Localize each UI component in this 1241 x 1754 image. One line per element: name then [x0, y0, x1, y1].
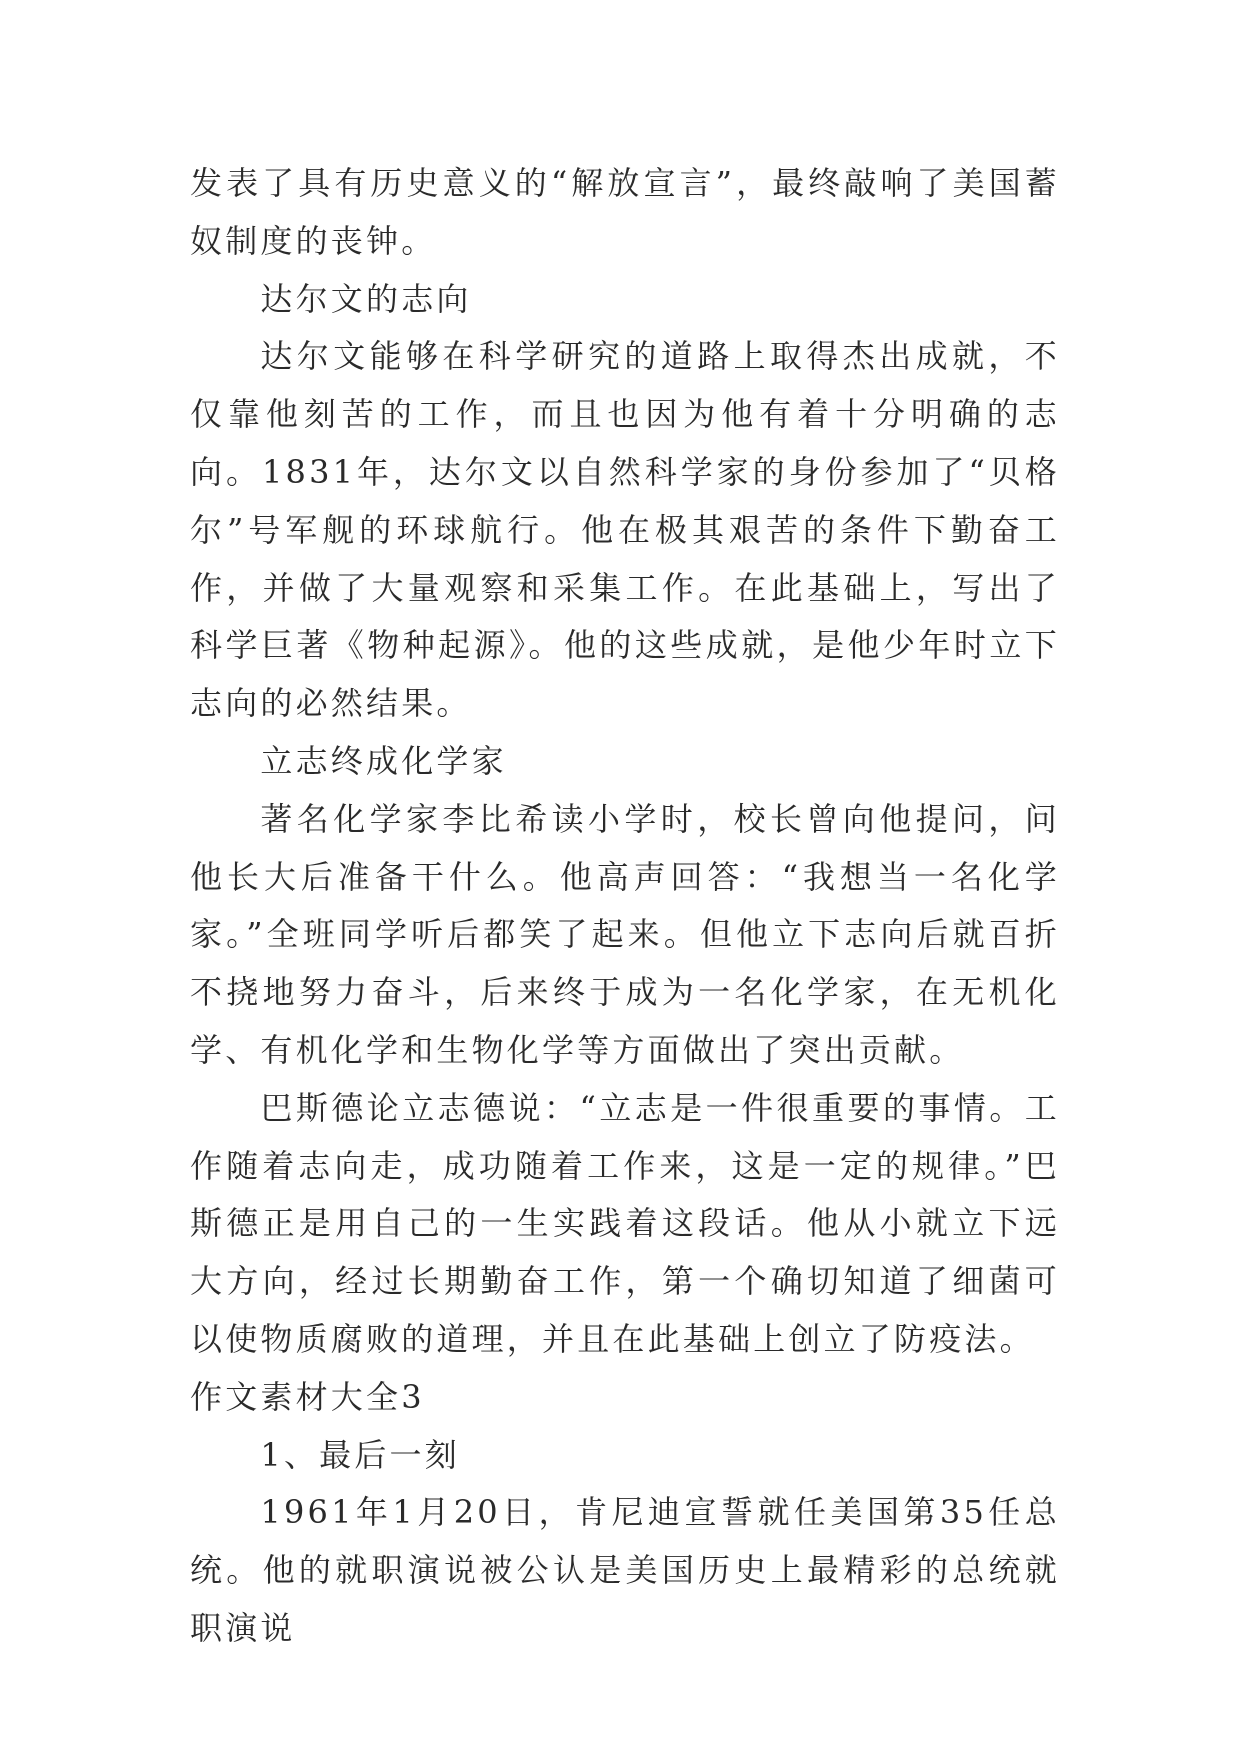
document-body — [190, 155, 1060, 1658]
paragraph-pasteur: 巴斯德论立志德说：“立志是一件很重要的事情。工作随着志向走，成功随着工作来，这是一定的规律。”巴斯德正是用自己的一生实践着这段话。他从小就立下远大方向，经过长期勤奋工作，第一个确切知道了细菌可以使物质腐败的道理，并且在此基础上创立了防疫法。 — [190, 1088, 1060, 1358]
subheading-chemist: 立志终成化学家 — [260, 741, 507, 780]
section-title: 作文素材大全3 — [190, 1377, 425, 1416]
subheading-darwin: 达尔文的志向 — [260, 279, 472, 318]
paragraph-darwin: 达尔文能够在科学研究的道路上取得杰出成就，不仅靠他刻苦的工作，而且也因为他有着十分明确的志向。1831年，达尔文以自然科学家的身份参加了“贝格尔”号军舰的环球航行。他在极其艰苦的条件下勤奋工作，并做了大量观察和采集工作。在此基础上，写出了科学巨著《物种起源》。他的这些成就，是他少年时立下志向的必然结果。 — [190, 337, 1060, 723]
paragraph-lincoln-continued: 发表了具有历史意义的“解放宣言”，最终敲响了美国蓄奴制度的丧钟。 — [190, 164, 1060, 260]
subheading-last-moment: 1、最后一刻 — [260, 1435, 460, 1474]
paragraph-liebig: 著名化学家李比希读小学时，校长曾向他提问，问他长大后准备干什么。他高声回答：“我想当一名化学家。”全班同学听后都笑了起来。但他立下志向后就百折不挠地努力奋斗，后来终于成为一名化学家，在无机化学、有机化学和生物化学等方面做出了突出贡献。 — [190, 799, 1060, 1069]
paragraph-kennedy: 1961年1月20日，肯尼迪宣誓就任美国第35任总统。他的就职演说被公认是美国历史上最精彩的总统就职演说 — [190, 1493, 1060, 1647]
